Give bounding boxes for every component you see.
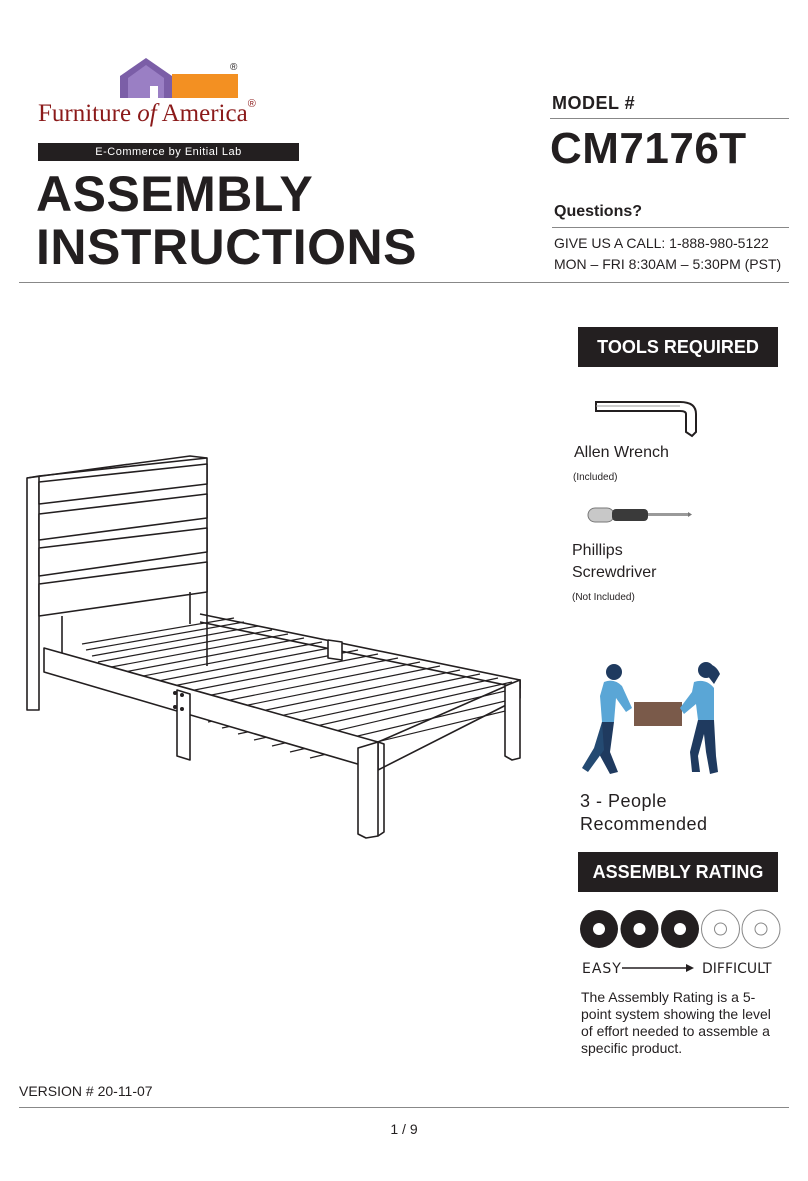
registered-mark: ® <box>230 62 238 73</box>
contact-hours: MON – FRI 8:30AM – 5:30PM (PST) <box>554 256 782 272</box>
rating-dot-empty <box>742 910 780 948</box>
brand-logo-house <box>120 56 245 101</box>
version-number: VERSION # 20-11-07 <box>19 1083 153 1099</box>
footer-divider <box>19 1107 789 1108</box>
contact-info <box>554 233 781 275</box>
two-people-carrying-box-icon <box>574 660 739 780</box>
bed-frame-illustration <box>22 452 527 840</box>
document-title: ASSEMBLY INSTRUCTIONS <box>36 166 417 275</box>
screwdriver-note: (Not Included) <box>572 592 635 603</box>
difficult-label: DIFFICULT <box>702 961 772 977</box>
tools-required-heading: TOOLS REQUIRED <box>578 327 778 367</box>
page-number: 1 / 9 <box>390 1121 418 1137</box>
easy-to-difficult-scale <box>580 958 780 978</box>
header-divider <box>19 282 789 283</box>
assembly-rating-description: The Assembly Rating is a 5-point system showing the level of effort needed to assemble a specific product. <box>581 989 771 1056</box>
assembly-rating-heading: ASSEMBLY RATING <box>578 852 778 892</box>
rating-dot-filled <box>661 910 699 948</box>
model-label: MODEL # <box>552 93 636 113</box>
allen-wrench-label: Allen Wrench <box>574 444 669 461</box>
easy-label: EASY <box>582 961 622 977</box>
model-number: CM7176T <box>550 124 747 173</box>
divider <box>552 227 789 228</box>
brand-tagline: E-Commerce by Enitial Lab <box>38 143 299 161</box>
allen-wrench-note: (Included) <box>573 472 618 483</box>
rating-dot-filled <box>621 910 659 948</box>
screwdriver-label: Phillips Screwdriver <box>572 542 657 581</box>
questions-heading: Questions? <box>554 203 643 220</box>
people-recommended: 3 - People Recommended <box>580 791 708 834</box>
rating-dot-empty <box>702 910 740 948</box>
allen-wrench-icon <box>592 398 702 440</box>
assembly-rating-meter <box>578 907 783 952</box>
rating-dot-filled <box>580 910 618 948</box>
divider <box>550 118 789 119</box>
contact-phone: GIVE US A CALL: 1-888-980-5122 <box>554 235 769 251</box>
screwdriver-icon <box>586 505 694 525</box>
brand-name: Furniture of America® <box>38 98 256 127</box>
